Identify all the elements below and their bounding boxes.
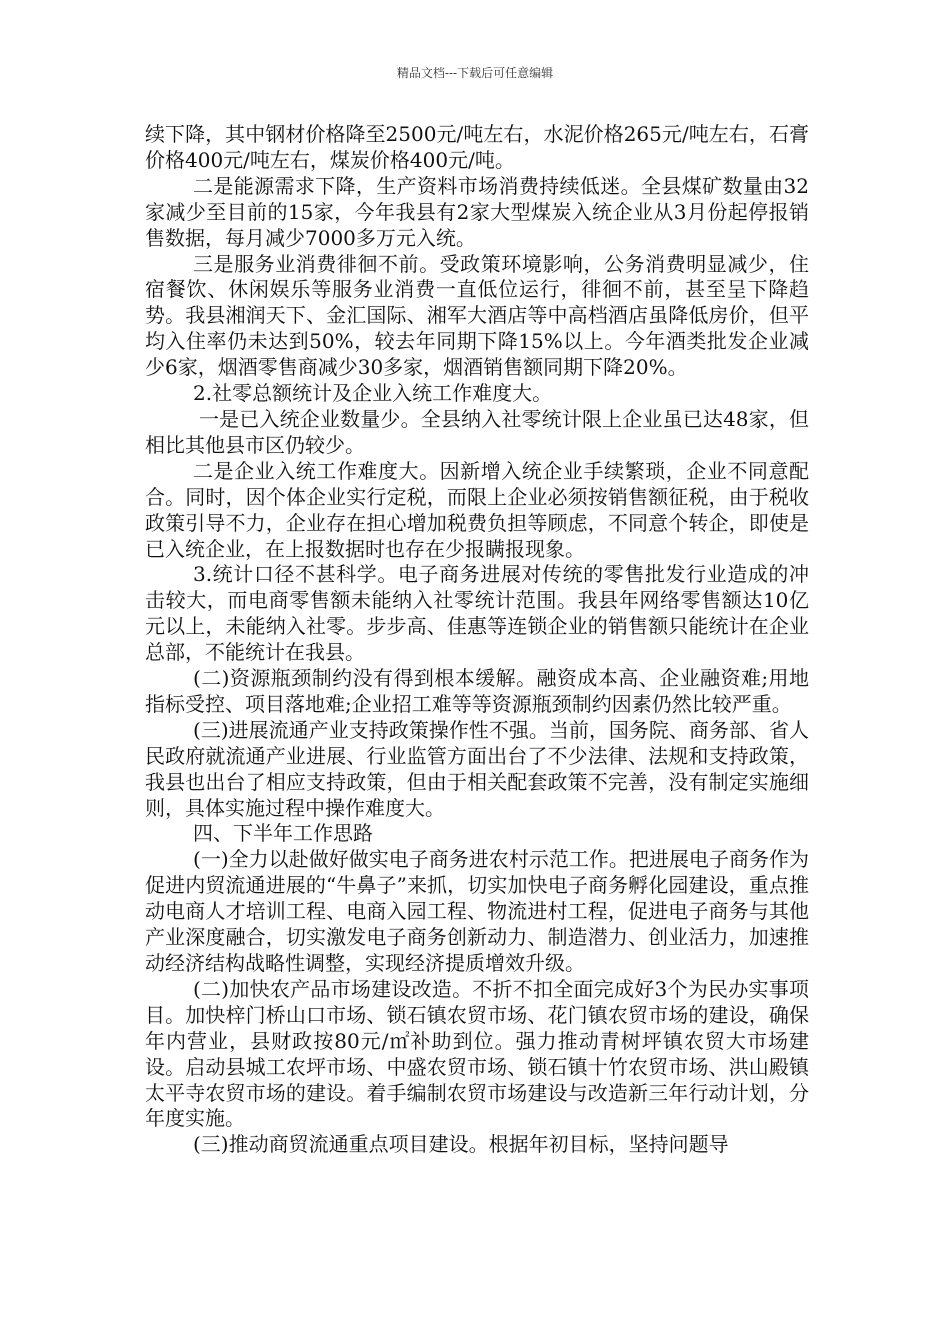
paragraph: (一)全力以赴做好做实电子商务进农村示范工作。把进展电子商务作为促进内贸流通进展的“牛鼻子”来抓，切实加快电子商务孵化园建设，重点推动电商人才培训工程、电商入园工程、物流进村工程，促进电子商务与其他产业深度融合，切实激发电子商务创新动力、制造潜力、创业活力，加速推动经济结构战略性调整，实现经济提质增效升级。	[145, 847, 809, 975]
paragraph: 二是能源需求下降，生产资料市场消费持续低迷。全县煤矿数量由32家减少至目前的15家，今年我县有2家大型煤炭入统企业从3月份起停报销售数据，每月减少7000多万元入统。	[145, 173, 809, 250]
section-heading: 四、下半年工作思路	[193, 821, 373, 846]
document-body	[145, 122, 809, 1158]
page-header: 精品文档---下载后可任意编辑	[396, 66, 554, 80]
paragraph: 二是企业入统工作难度大。因新增入统企业手续繁琐，企业不同意配合。同时，因个体企业实行定税，而限上企业必须按销售额征税，由于税收政策引导不力，企业存在担心增加税费负担等顾虑，不同意个转企，即使是已入统企业，在上报数据时也存在少报瞒报现象。	[145, 458, 809, 561]
paragraph: 一是已入统企业数量少。全县纳入社零统计限上企业虽已达48家，但相比其他县市区仍较少。	[145, 406, 809, 457]
paragraph: 三是服务业消费徘徊不前。受政策环境影响，公务消费明显减少，住宿餐饮、休闲娱乐等服务业消费一直低位运行，徘徊不前，甚至呈下降趋势。我县湘润天下、金汇国际、湘军大酒店等中高档酒店虽降低房价，但平均入住率仍未达到50%，较去年同期下降15%以上。今年酒类批发企业减少6家，烟酒零售商减少30多家，烟酒销售额同期下降20%。	[145, 251, 809, 380]
paragraph: (三)推动商贸流通重点项目建设。根据年初目标，坚持问题导	[193, 1132, 729, 1157]
paragraph: (二)资源瓶颈制约没有得到根本缓解。融资成本高、企业融资难;用地指标受控、项目落地难;企业招工难等等资源瓶颈制约因素仍然比较严重。	[145, 666, 809, 716]
paragraph: (三)进展流通产业支持政策操作性不强。当前，国务院、商务部、省人民政府就流通产业进展、行业监管方面出台了不少法律、法规和支持政策，我县也出台了相应支持政策，但由于相关配套政策不完善，没有制定实施细则，具体实施过程中操作难度大。	[145, 717, 809, 820]
paragraph: 续下降，其中钢材价格降至2500元/吨左右，水泥价格265元/吨左右，石膏价格400元/吨左右，煤炭价格400元/吨。	[145, 122, 809, 172]
paragraph: 2.社零总额统计及企业入统工作难度大。	[193, 381, 553, 406]
paragraph: (二)加快农产品市场建设改造。不折不扣全面完成好3个为民办实事项目。加快梓门桥山口市场、锁石镇农贸市场、花门镇农贸市场的建设，确保年内营业，县财政按80元/㎡补助到位。强力推动青树坪镇农贸大市场建设。启动县城工农坪市场、中盛农贸市场、锁石镇十竹农贸市场、洪山殿镇太平寺农贸市场的建设。着手编制农贸市场建设与改造新三年行动计划，分年度实施。	[145, 976, 809, 1131]
paragraph: 3.统计口径不甚科学。电子商务进展对传统的零售批发行业造成的冲击较大，而电商零售额未能纳入社零统计范围。我县年网络零售额达10亿元以上，未能纳入社零。步步高、佳惠等连锁企业的销售额只能统计在企业总部，不能统计在我县。	[145, 562, 809, 665]
